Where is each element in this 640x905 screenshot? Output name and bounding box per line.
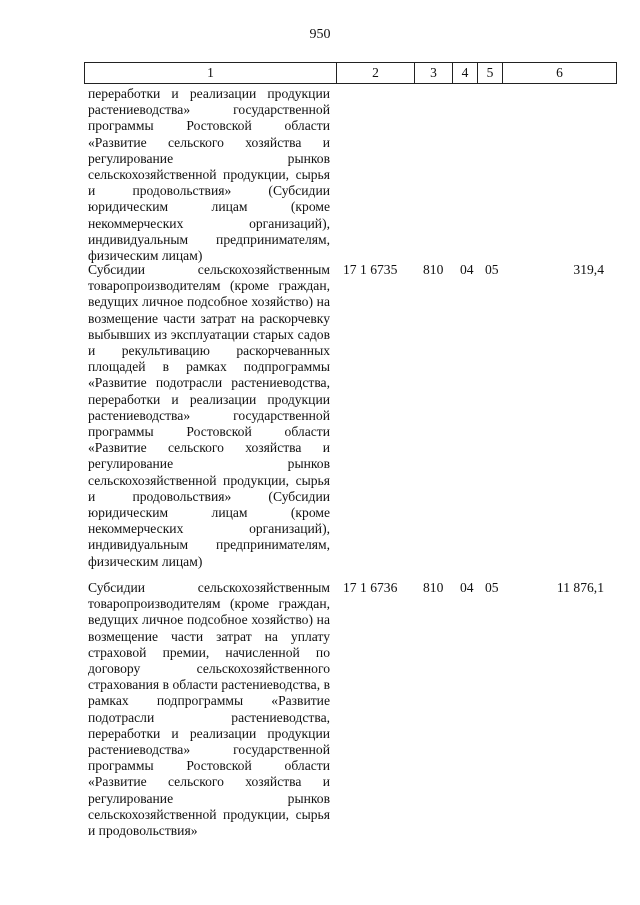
row-subsection: 05 bbox=[485, 262, 499, 277]
row-subsection: 05 bbox=[485, 580, 499, 595]
row-target-code: 17 1 6736 bbox=[343, 580, 398, 595]
header-col-3: 3 bbox=[415, 63, 453, 83]
row-section: 04 bbox=[460, 580, 474, 595]
row-amount: 11 876,1 bbox=[556, 580, 604, 595]
row-expense-type: 810 bbox=[423, 580, 444, 595]
row-description: переработки и реализации продукции растениеводства» государственной программы Ростовской области «Развитие сельского хозяйства и регулирование рынков сельскохозяйственной продукции, сырья и продовольствия» (Субсидии юридическим лицам (кроме некоммерческих организаций), индивидуальным предпринимателям, физическим лицам) bbox=[88, 86, 330, 264]
row-amount: 319,4 bbox=[573, 262, 604, 277]
row-section: 04 bbox=[460, 262, 474, 277]
row-target-code: 17 1 6735 bbox=[343, 262, 398, 277]
table-header bbox=[84, 62, 617, 84]
row-description: Субсидии сельскохозяйственным товаропроизводителям (кроме граждан, ведущих личное подсобное хозяйство) на возмещение части затрат на уплату страховой премии, начисленной по договору сельскохозяйственного страхования в области растениеводства, в рамках подпрограммы «Развитие подотрасли растениеводства, переработки и реализации продукции растениеводства» государственной программы Ростовской области «Развитие сельского хозяйства и регулирование рынков сельскохозяйственной продукции, сырья и продовольствия» bbox=[88, 580, 330, 839]
header-col-1: 1 bbox=[85, 63, 337, 83]
row-description: Субсидии сельскохозяйственным товаропроизводителям (кроме граждан, ведущих личное подсобное хозяйство) на возмещение части затрат на раскорчевку выбывших из эксплуатации старых садов и рекультивацию раскорчеванных площадей в рамках подпрограммы «Развитие подотрасли растениеводства, переработки и реализации продукции растениеводства» государственной программы Ростовской области «Развитие сельского хозяйства и регулирование рынков сельскохозяйственной продукции, сырья и продовольствия» (Субсидии юридическим лицам (кроме некоммерческих организаций), индивидуальным предпринимателям, физическим лицам) bbox=[88, 262, 330, 569]
header-col-6: 6 bbox=[556, 65, 563, 80]
page-number: 950 bbox=[309, 27, 331, 42]
row-expense-type: 810 bbox=[423, 262, 444, 277]
header-col-4: 4 bbox=[453, 63, 478, 83]
header-col-2: 2 bbox=[337, 63, 415, 83]
header-col-5: 5 bbox=[478, 63, 503, 83]
